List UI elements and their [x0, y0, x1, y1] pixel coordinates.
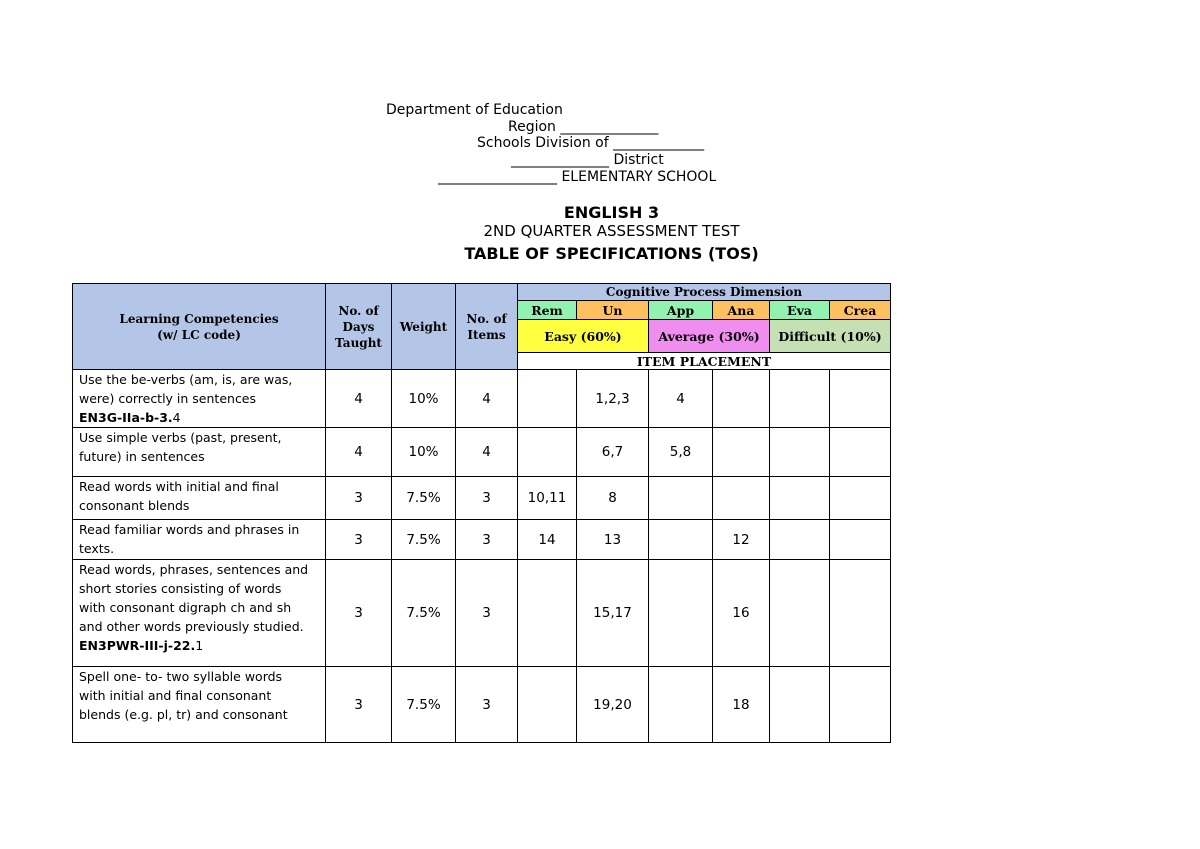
ana-cell: 18 [713, 667, 770, 743]
subject-title: ENGLISH 3 [563, 203, 660, 222]
item-placement-header: ITEM PLACEMENT [518, 353, 891, 370]
competency-cell: Use simple verbs (past, present, future) in sentences [73, 428, 326, 477]
app-cell [649, 520, 713, 560]
tos-title: TABLE OF SPECIFICATIONS (TOS) [464, 244, 759, 263]
items-header: No. of Items [456, 284, 518, 370]
crea-cell [830, 428, 891, 477]
items-cell: 4 [456, 370, 518, 428]
rem-cell [518, 560, 577, 667]
eva-cell [770, 520, 830, 560]
crea-cell [830, 370, 891, 428]
cognitive-header: Cognitive Process Dimension [518, 284, 891, 301]
division-line: Schools Division of _____________ [477, 135, 705, 151]
competencies-header: Learning Competencies (w/ LC code) [73, 284, 326, 370]
weight-cell: 10% [392, 428, 456, 477]
days-cell: 3 [326, 667, 392, 743]
crea-cell [830, 477, 891, 520]
app-cell [649, 560, 713, 667]
ana-cell: 16 [713, 560, 770, 667]
competency-cell: Use the be-verbs (am, is, are was, were) correctly in sentences EN3G-IIa-b-3.4 [73, 370, 326, 428]
weight-cell: 7.5% [392, 520, 456, 560]
items-cell: 4 [456, 428, 518, 477]
un-cell: 19,20 [577, 667, 649, 743]
weight-cell: 10% [392, 370, 456, 428]
eva-cell [770, 667, 830, 743]
weight-cell: 7.5% [392, 667, 456, 743]
un-cell: 8 [577, 477, 649, 520]
weight-cell: 7.5% [392, 477, 456, 520]
eva-cell [770, 370, 830, 428]
region-line: Region ______________ [508, 119, 659, 135]
specifications-table [72, 283, 891, 743]
app-cell [649, 667, 713, 743]
ana-cell [713, 428, 770, 477]
table-row [73, 428, 891, 477]
days-cell: 3 [326, 520, 392, 560]
table-row [73, 477, 891, 520]
level-app: App [649, 301, 713, 320]
competency-cell: Read words, phrases, sentences and short stories consisting of words with consonant digraph ch and sh and other words previously studied. EN3PWR-III-j-22.1 [73, 560, 326, 667]
items-cell: 3 [456, 560, 518, 667]
table-row [73, 520, 891, 560]
level-ana: Ana [713, 301, 770, 320]
items-cell: 3 [456, 667, 518, 743]
district-line: ______________ District [511, 152, 664, 168]
eva-cell [770, 560, 830, 667]
days-cell: 3 [326, 477, 392, 520]
level-eva: Eva [770, 301, 830, 320]
un-cell: 6,7 [577, 428, 649, 477]
weight-cell: 7.5% [392, 560, 456, 667]
eva-cell [770, 428, 830, 477]
days-cell: 4 [326, 370, 392, 428]
crea-cell [830, 520, 891, 560]
school-line: _________________ ELEMENTARY SCHOOL [438, 169, 717, 185]
test-title: 2ND QUARTER ASSESSMENT TEST [483, 222, 740, 240]
days-taught-header: No. of Days Taught [326, 284, 392, 370]
ana-cell [713, 477, 770, 520]
level-crea: Crea [830, 301, 891, 320]
table-row [73, 560, 891, 667]
crea-cell [830, 560, 891, 667]
easy-band: Easy (60%) [518, 320, 649, 353]
days-cell: 4 [326, 428, 392, 477]
competency-cell: Spell one- to- two syllable words with initial and final consonant blends (e.g. pl, tr) and consonant [73, 667, 326, 743]
weight-header: Weight [392, 284, 456, 370]
average-band: Average (30%) [649, 320, 770, 353]
app-cell [649, 477, 713, 520]
items-cell: 3 [456, 477, 518, 520]
department-name: Department of Education [386, 102, 563, 118]
items-cell: 3 [456, 520, 518, 560]
eva-cell [770, 477, 830, 520]
days-cell: 3 [326, 560, 392, 667]
un-cell: 13 [577, 520, 649, 560]
level-rem: Rem [518, 301, 577, 320]
ana-cell [713, 370, 770, 428]
rem-cell [518, 428, 577, 477]
rem-cell [518, 667, 577, 743]
rem-cell: 10,11 [518, 477, 577, 520]
competency-cell: Read words with initial and final consonant blends [73, 477, 326, 520]
ana-cell: 12 [713, 520, 770, 560]
app-cell: 5,8 [649, 428, 713, 477]
table-row [73, 667, 891, 743]
crea-cell [830, 667, 891, 743]
competency-cell: Read familiar words and phrases in texts. [73, 520, 326, 560]
rem-cell: 14 [518, 520, 577, 560]
un-cell: 15,17 [577, 560, 649, 667]
rem-cell [518, 370, 577, 428]
table-row [73, 370, 891, 428]
difficult-band: Difficult (10%) [770, 320, 891, 353]
level-un: Un [577, 301, 649, 320]
app-cell: 4 [649, 370, 713, 428]
un-cell: 1,2,3 [577, 370, 649, 428]
